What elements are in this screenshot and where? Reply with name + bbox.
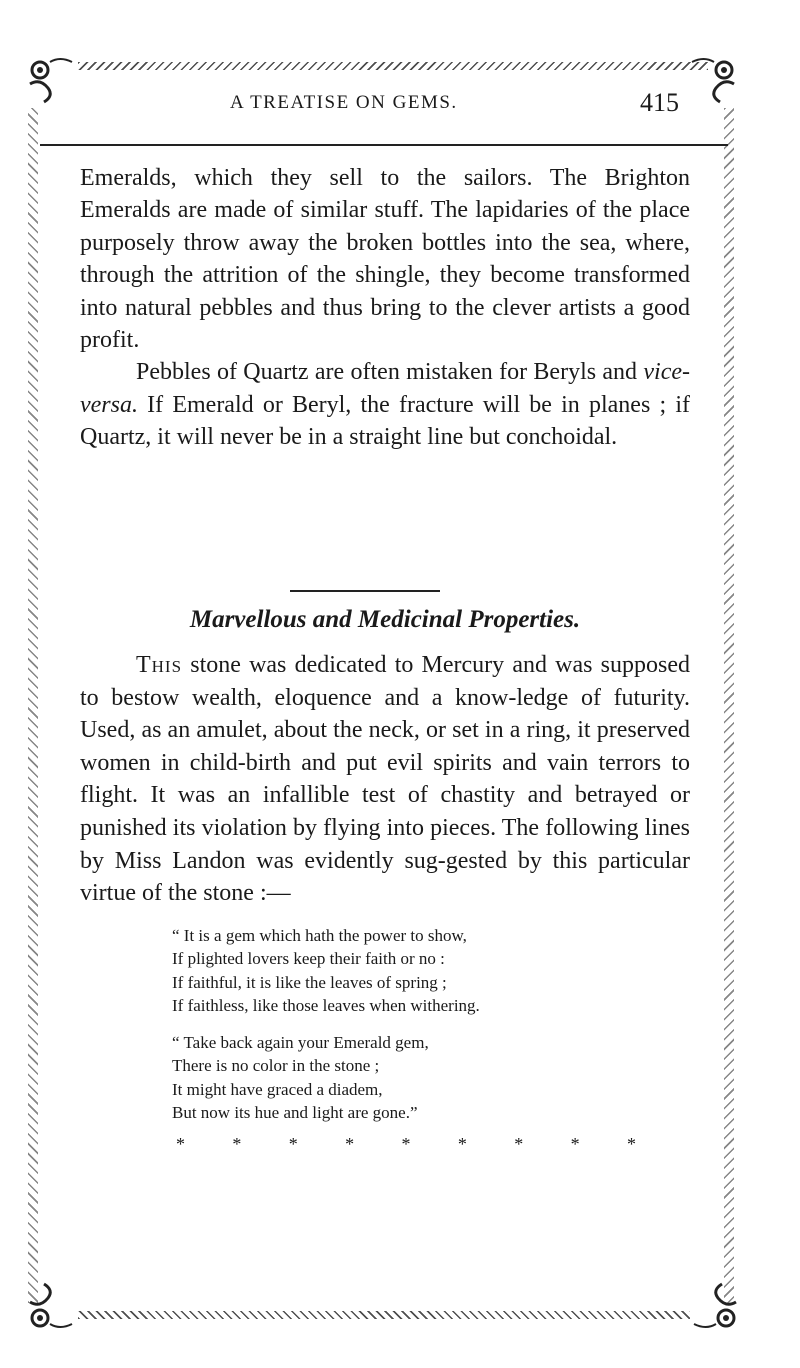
verse-line: If faithful, it is like the leaves of spring ;: [172, 972, 447, 992]
body-text-top: [80, 162, 690, 454]
corner-ornament-top-right: [688, 50, 744, 106]
paragraph-pebbles-italic: vice-versa.: [80, 359, 690, 418]
section-separator: [290, 590, 440, 592]
decorative-border-bottom: [78, 1311, 690, 1319]
page-number: 415: [640, 88, 679, 117]
asterisk: *: [514, 1134, 524, 1154]
paragraph-properties-lead: This: [136, 652, 183, 678]
verse-stanza-1: [172, 924, 692, 1018]
verse-line: If faithless, like those leaves when withering.: [172, 996, 480, 1016]
asterisk: *: [176, 1134, 185, 1154]
paragraph-properties-rest: stone was dedicated to Mercury and was supposed to bestow wealth, eloquence and a know-ledge of futurity. Used, as an amulet, about the neck, or set in a ring, it preserved women in child-birth and put evil spirits and vain terrors to flight. It was an infallible test of chastity and betrayed or punished its violation by flying into pieces. The following lines by Miss Landon was evidently sug-gested by this particular virtue of the stone :—: [80, 652, 690, 907]
corner-ornament-top-left: [20, 50, 76, 106]
paragraph-emeralds: Emeralds, which they sell to the sailors. The Brighton Emeralds are made of similar stuff. The lapidaries of the place purposely throw away the broken bottles into the sea, where, through the attrition of the shingle, they become transformed into natural pebbles and thus bring to the clever artists a good profit.: [80, 165, 690, 354]
verse-line: There is no color in the stone ;: [172, 1056, 380, 1076]
asterisk: *: [627, 1134, 636, 1154]
asterisk: *: [288, 1134, 298, 1154]
asterisk: *: [345, 1134, 355, 1154]
verse-line: “ It is a gem which hath the power to show,: [172, 926, 467, 945]
page-header: [80, 88, 680, 124]
paragraph-pebbles-part2: If Emerald or Beryl, the fracture will be in planes ; if Quartz, it will never be in a straight line but conchoidal.: [80, 391, 690, 451]
asterisk: *: [401, 1134, 411, 1154]
decorative-border-right: [724, 108, 734, 1303]
verse-stanza-2: [172, 1031, 692, 1125]
running-title: A TREATISE ON GEMS.: [230, 92, 458, 113]
asterisk: *: [232, 1134, 242, 1154]
verse-line: If plighted lovers keep their faith or no :: [172, 949, 445, 969]
section-title: Marvellous and Medicinal Properties.: [189, 606, 581, 633]
verse-line: It might have graced a diadem,: [172, 1079, 383, 1099]
verse-line: “ Take back again your Emerald gem,: [172, 1033, 429, 1052]
asterisk: *: [457, 1134, 467, 1154]
paragraph-properties: [80, 649, 690, 910]
verse-line: But now its hue and light are gone.”: [172, 1103, 418, 1123]
decorative-border-top: [78, 62, 708, 70]
header-rule: [40, 144, 728, 146]
decorative-border-left: [28, 108, 38, 1303]
asterisk: *: [570, 1134, 580, 1154]
paragraph-pebbles-part1: Pebbles of Quartz are often mistaken for Beryls and: [136, 359, 644, 386]
paragraph-pebbles: [80, 356, 690, 453]
corner-ornament-bottom-right: [690, 1280, 746, 1336]
asterism-row: [176, 1134, 636, 1155]
corner-ornament-bottom-left: [20, 1280, 76, 1336]
body-text-properties: [80, 649, 690, 910]
